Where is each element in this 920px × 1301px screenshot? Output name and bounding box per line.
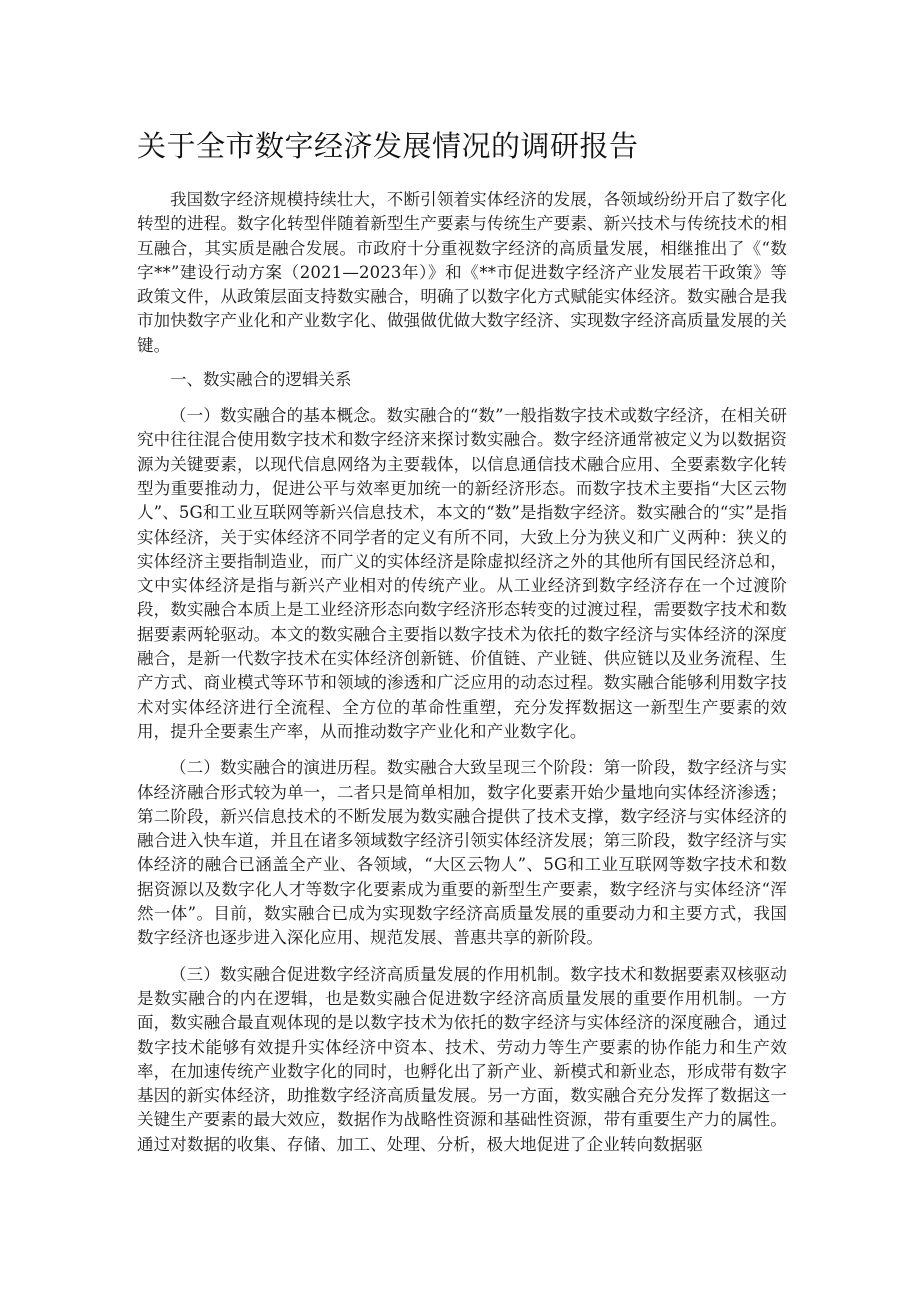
section-heading: 一、数实融合的逻辑关系 (170, 370, 352, 390)
intro-paragraph: 我国数字经济规模持续壮大，不断引领着实体经济的发展，各领域纷纷开启了数字化转型的进程。数字化转型伴随着新型生产要素与传统生产要素、新兴技术与传统技术的相互融合，其实质是融合发展。市政府十分重视数字经济的高质量发展，相继推出了《“数字**”建设行动方案（2021—2023年）》和《**市促进数字经济产业发展若干政策》等政策文件，从政策层面支持数实融合，明确了以数字化方式赋能实体经济。数实融合是我市加快数字产业化和产业数字化、做强做优做大数字经济、实现数字经济高质量发展的关键。 (137, 190, 787, 355)
paragraph-evolution: （二）数实融合的演进历程。数实融合大致呈现三个阶段：第一阶段，数字经济与实体经济融合形式较为单一，二者只是简单相加，数字化要素开始少量地向实体经济渗透；第二阶段，新兴信息技术的不断发展为数实融合提供了技术支撑，数字经济与实体经济的融合进入快车道，并且在诸多领域数字经济引领实体经济发展；第三阶段，数字经济与实体经济的融合已涵盖全产业、各领域，“大区云物人”、5G和工业互联网等数字技术和数据资源以及数字化人才等数字化要素成为重要的新型生产要素，数字经济与实体经济“浑然一体”。目前，数实融合已成为实现数字经济高质量发展的重要动力和主要方式，我国数字经济也逐步进入深化应用、规范发展、普惠共享的新阶段。 (137, 758, 787, 948)
paragraph-basic-concept: （一）数实融合的基本概念。数实融合的“数”一般指数字技术或数字经济，在相关研究中往往混合使用数字技术和数字经济来探讨数实融合。数字经济通常被定义为以数据资源为关键要素，以现代信息网络为主要载体，以信息通信技术融合应用、全要素数字化转型为重要推动力，促进公平与效率更加统一的新经济形态。而数字技术主要指“大区云物人”、5G和工业互联网等新兴信息技术，本文的“数”是指数字经济。数实融合的“实”是指实体经济，关于实体经济不同学者的定义有所不同，大致上分为狭义和广义两种：狭义的实体经济主要指制造业，而广义的实体经济是除虚拟经济之外的其他所有国民经济总和，文中实体经济是指与新兴产业相对的传统产业。从工业经济到数字经济存在一个过渡阶段，数实融合本质上是工业经济形态向数字经济形态转变的过渡过程，需要数字技术和数据要素两轮驱动。本文的数实融合主要指以数字技术为依托的数字经济与实体经济的深度融合，是新一代数字技术在实体经济创新链、价值链、产业链、供应链以及业务流程、生产方式、商业模式等环节和领域的渗透和广泛应用的动态过程。数实融合能够利用数字技术对实体经济进行全流程、全方位的革命性重塑，充分发挥数据这一新型生产要素的效用，提升全要素生产率，从而推动数字产业化和产业数字化。 (137, 406, 787, 741)
document-page (137, 124, 787, 1157)
document-title: 关于全市数字经济发展情况的调研报告 (137, 129, 639, 163)
paragraph-mechanism: （三）数实融合促进数字经济高质量发展的作用机制。数字技术和数据要素双核驱动是数实融合的内在逻辑，也是数实融合促进数字经济高质量发展的重要作用机制。一方面，数实融合最直观体现的是以数字技术为依托的数字经济与实体经济的深度融合，通过数字技术能够有效提升实体经济中资本、技术、劳动力等生产要素的协作能力和生产效率，在加速传统产业数字化的同时，也孵化出了新产业、新模式和新业态，形成带有数字基因的新实体经济，助推数字经济高质量发展。另一方面，数实融合充分发挥了数据这一关键生产要素的最大效应，数据作为战略性资源和基础性资源，带有重要生产力的属性。通过对数据的收集、存储、加工、处理、分析，极大地促进了企业转向数据驱 (137, 964, 787, 1154)
